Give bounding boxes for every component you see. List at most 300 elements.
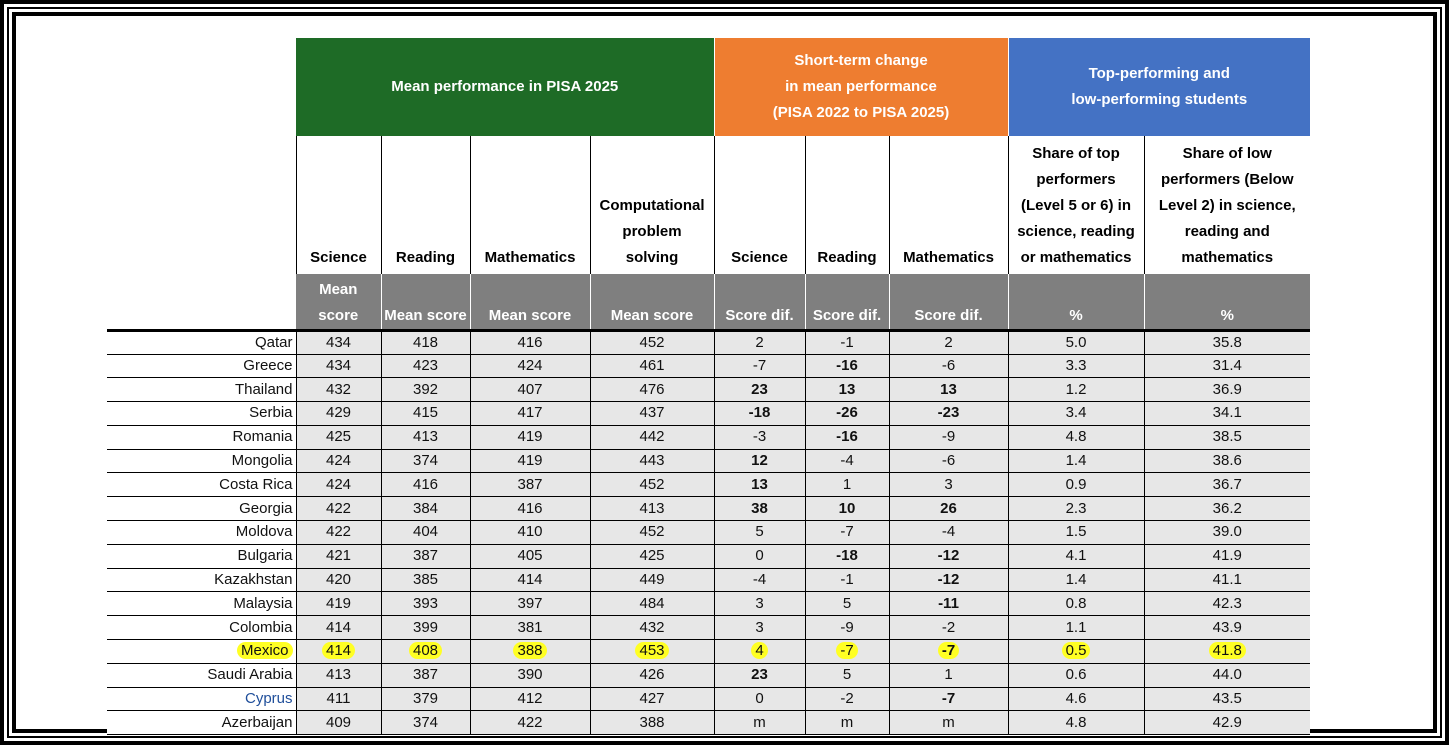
cell-value: 408	[409, 642, 442, 659]
col-science: Science	[296, 136, 381, 274]
col-mathematics: Mathematics	[470, 136, 590, 274]
value-cell	[590, 497, 714, 521]
value-cell	[714, 354, 805, 378]
cell-value: 5	[755, 523, 764, 541]
country-name: Moldova	[235, 523, 293, 541]
table-row	[107, 687, 1310, 711]
cell-value: 41.1	[1212, 571, 1242, 589]
value-cell	[805, 449, 889, 473]
country-name: Kazakhstan	[214, 571, 293, 589]
country-name: Azerbaijan	[221, 713, 293, 731]
value-cell	[296, 473, 381, 497]
cell-value: 10	[838, 499, 856, 517]
value-cell	[889, 521, 1008, 545]
value-cell	[590, 449, 714, 473]
table-row	[107, 354, 1310, 378]
value-cell	[381, 354, 470, 378]
cell-value: 452	[639, 333, 665, 351]
cell-value: -1	[840, 571, 854, 589]
cell-value: 414	[517, 571, 543, 589]
cell-value: 415	[412, 404, 439, 422]
cell-value: 41.9	[1212, 547, 1242, 565]
cell-value: 4.1	[1065, 547, 1087, 565]
value-cell	[1008, 592, 1144, 616]
cell-value: -26	[836, 404, 858, 422]
cell-value: 393	[412, 594, 439, 612]
table-row	[107, 663, 1310, 687]
top-label-3: (Level 5 or 6) in	[1020, 197, 1132, 214]
value-cell	[296, 592, 381, 616]
cell-value: 31.4	[1212, 356, 1242, 374]
country-name: Georgia	[239, 499, 293, 517]
cell-value: 12	[751, 452, 768, 470]
cell-value: 424	[325, 475, 352, 493]
country-cell	[107, 544, 296, 568]
value-cell	[805, 711, 889, 735]
value-cell	[381, 663, 470, 687]
value-cell	[805, 473, 889, 497]
cell-value: -11	[938, 594, 959, 612]
table-row	[107, 568, 1310, 592]
value-cell	[1144, 663, 1310, 687]
value-cell	[889, 592, 1008, 616]
country-cell	[107, 640, 296, 664]
cell-value: 4.8	[1065, 428, 1087, 446]
cell-value: 5	[842, 594, 852, 612]
value-cell	[714, 616, 805, 640]
country-cell	[107, 402, 296, 426]
cell-value: 419	[517, 428, 543, 446]
cell-value: 432	[325, 380, 352, 398]
value-cell	[296, 402, 381, 426]
cell-value: -12	[937, 571, 960, 589]
value-cell	[470, 568, 590, 592]
cell-value: 2	[944, 333, 953, 351]
cell-value: 1.4	[1065, 571, 1087, 589]
value-cell	[889, 687, 1008, 711]
value-cell	[805, 330, 889, 354]
cell-value: 417	[517, 404, 543, 422]
value-cell	[590, 568, 714, 592]
cell-value: 38.6	[1212, 452, 1242, 470]
cell-value: 390	[517, 666, 543, 684]
value-cell	[590, 711, 714, 735]
unit-science-mean	[296, 274, 381, 330]
country-cell	[107, 497, 296, 521]
value-cell	[889, 663, 1008, 687]
value-cell	[1008, 544, 1144, 568]
value-cell	[296, 711, 381, 735]
table-row	[107, 497, 1310, 521]
unit-mean-1: Mean	[319, 280, 358, 298]
cell-value: -16	[836, 428, 858, 446]
value-cell	[470, 521, 590, 545]
value-cell	[1144, 330, 1310, 354]
cell-value: 381	[517, 618, 543, 636]
value-cell	[470, 592, 590, 616]
value-cell	[714, 521, 805, 545]
value-cell	[714, 687, 805, 711]
cell-value: -7	[941, 690, 956, 708]
cell-value: 384	[412, 499, 439, 517]
country-name: Greece	[243, 356, 293, 374]
cell-value: 4.6	[1065, 690, 1087, 708]
value-cell	[296, 378, 381, 402]
cell-value: 5.0	[1065, 333, 1087, 351]
value-cell	[714, 592, 805, 616]
cell-value: -7	[840, 523, 854, 541]
unit-top-pct: %	[1008, 274, 1144, 330]
cell-value: 422	[325, 523, 352, 541]
value-cell	[1144, 497, 1310, 521]
cell-value: 461	[639, 356, 665, 374]
cell-value: 5	[842, 666, 852, 684]
value-cell	[889, 711, 1008, 735]
value-cell	[381, 521, 470, 545]
group-toplow-label-1: Top-performing and	[1088, 65, 1230, 82]
low-label-4: reading and	[1184, 223, 1270, 240]
value-cell	[470, 354, 590, 378]
country-name: Bulgaria	[237, 547, 293, 565]
low-label-5: mathematics	[1181, 249, 1274, 266]
group-mean-performance	[296, 38, 714, 136]
cell-value: -2	[941, 618, 956, 636]
value-cell	[714, 497, 805, 521]
unit-math-mean: Mean score	[470, 274, 590, 330]
table-row	[107, 711, 1310, 735]
cell-value: m	[753, 713, 766, 731]
value-cell	[296, 330, 381, 354]
cell-value: 419	[325, 594, 352, 612]
cell-value: 421	[325, 547, 352, 565]
table-row	[107, 640, 1310, 664]
group-short-term-change	[714, 38, 1008, 136]
cell-value: 397	[517, 594, 543, 612]
cell-value: 416	[517, 333, 543, 351]
cell-value: 1.5	[1065, 523, 1087, 541]
cell-value: 43.9	[1212, 618, 1242, 636]
cell-value: 1.1	[1065, 618, 1087, 636]
value-cell	[714, 663, 805, 687]
cell-value: 38.5	[1212, 428, 1242, 446]
cell-value: 413	[412, 428, 439, 446]
value-cell	[805, 640, 889, 664]
value-cell	[889, 425, 1008, 449]
value-cell	[470, 640, 590, 664]
cell-value: 3.4	[1065, 404, 1087, 422]
value-cell	[1008, 354, 1144, 378]
value-cell	[381, 592, 470, 616]
cell-value: 434	[325, 356, 352, 374]
col-top-performers	[1008, 136, 1144, 274]
cell-value: 416	[412, 475, 439, 493]
value-cell	[805, 687, 889, 711]
value-cell	[590, 663, 714, 687]
value-cell	[889, 473, 1008, 497]
empty-unit-corner	[107, 274, 296, 330]
value-cell	[1144, 425, 1310, 449]
group-change-label-3: (PISA 2022 to PISA 2025)	[772, 104, 950, 121]
value-cell	[381, 687, 470, 711]
table-row	[107, 330, 1310, 354]
value-cell	[714, 378, 805, 402]
country-cell	[107, 687, 296, 711]
unit-math-dif: Score dif.	[889, 274, 1008, 330]
country-name: Malaysia	[233, 594, 293, 612]
cell-value: 425	[325, 428, 352, 446]
country-cell	[107, 616, 296, 640]
value-cell	[805, 568, 889, 592]
unit-cps-mean: Mean score	[590, 274, 714, 330]
value-cell	[1008, 402, 1144, 426]
value-cell	[590, 687, 714, 711]
cell-value: 13	[751, 475, 768, 493]
group-mean-label: Mean performance in PISA 2025	[391, 78, 619, 95]
cell-value: 484	[639, 594, 665, 612]
cell-value: 432	[639, 618, 665, 636]
value-cell	[381, 402, 470, 426]
value-cell	[296, 425, 381, 449]
value-cell	[470, 497, 590, 521]
cell-value: 414	[325, 618, 352, 636]
value-cell	[381, 449, 470, 473]
cell-value: 388	[513, 642, 546, 659]
cell-value: 4.8	[1065, 713, 1087, 731]
value-cell	[590, 473, 714, 497]
cell-value: 39.0	[1212, 523, 1242, 541]
cell-value: -9	[840, 618, 854, 636]
value-cell	[805, 497, 889, 521]
top-label-5: or mathematics	[1020, 249, 1132, 266]
value-cell	[590, 544, 714, 568]
cell-value: 419	[517, 452, 543, 470]
value-cell	[1144, 711, 1310, 735]
cell-value: 476	[639, 380, 665, 398]
group-change-label-2: in mean performance	[785, 78, 937, 95]
value-cell	[889, 497, 1008, 521]
value-cell	[470, 378, 590, 402]
value-cell	[296, 521, 381, 545]
table-row	[107, 616, 1310, 640]
value-cell	[296, 568, 381, 592]
cell-value: -4	[840, 452, 854, 470]
value-cell	[1008, 616, 1144, 640]
pisa-results-table	[107, 38, 1310, 735]
value-cell	[1144, 402, 1310, 426]
cell-value: 36.2	[1212, 499, 1242, 517]
country-cell	[107, 330, 296, 354]
cell-value: -6	[941, 356, 956, 374]
value-cell	[1008, 497, 1144, 521]
value-cell	[381, 378, 470, 402]
cell-value: 23	[751, 666, 768, 684]
cell-value: 452	[639, 523, 665, 541]
cell-value: -3	[752, 428, 767, 446]
value-cell	[470, 425, 590, 449]
value-cell	[889, 544, 1008, 568]
top-label-1: Share of top	[1032, 145, 1120, 162]
cell-value: 410	[517, 523, 543, 541]
value-cell	[889, 640, 1008, 664]
value-cell	[1008, 568, 1144, 592]
cell-value: 434	[325, 333, 352, 351]
cps-label-3: solving	[625, 249, 679, 266]
table-row	[107, 592, 1310, 616]
group-change-label-1: Short-term change	[794, 52, 928, 69]
value-cell	[805, 402, 889, 426]
cell-value: -4	[752, 571, 767, 589]
country-name[interactable]: Cyprus	[244, 690, 293, 708]
value-cell	[714, 473, 805, 497]
country-cell	[107, 449, 296, 473]
value-cell	[381, 473, 470, 497]
cell-value: 387	[517, 475, 543, 493]
cell-value: 374	[412, 452, 439, 470]
country-cell	[107, 425, 296, 449]
cell-value: 423	[412, 356, 439, 374]
cell-value: 429	[325, 404, 352, 422]
table-row	[107, 402, 1310, 426]
cell-value: 0.6	[1065, 666, 1087, 684]
value-cell	[889, 568, 1008, 592]
cell-value: 418	[412, 333, 439, 351]
value-cell	[381, 425, 470, 449]
cell-value: -1	[840, 333, 854, 351]
country-cell	[107, 711, 296, 735]
value-cell	[590, 640, 714, 664]
country-cell	[107, 592, 296, 616]
country-cell	[107, 378, 296, 402]
country-name: Mexico	[237, 642, 293, 659]
cell-value: 379	[412, 690, 439, 708]
value-cell	[470, 711, 590, 735]
value-cell	[590, 521, 714, 545]
cell-value: -16	[836, 356, 858, 374]
cell-value: 413	[639, 499, 665, 517]
cell-value: 1	[944, 666, 953, 684]
country-name: Qatar	[254, 333, 293, 351]
country-name: Romania	[232, 428, 293, 446]
value-cell	[296, 544, 381, 568]
value-cell	[805, 521, 889, 545]
value-cell	[805, 425, 889, 449]
cell-value: 42.9	[1212, 713, 1242, 731]
cell-value: 13	[940, 380, 957, 398]
unit-reading-mean: Mean score	[381, 274, 470, 330]
value-cell	[470, 473, 590, 497]
value-cell	[590, 616, 714, 640]
cell-value: -7	[752, 356, 767, 374]
value-cell	[1008, 473, 1144, 497]
cell-value: 2.3	[1065, 499, 1087, 517]
cell-value: 41.8	[1209, 642, 1246, 659]
value-cell	[889, 378, 1008, 402]
cell-value: 416	[517, 499, 543, 517]
value-cell	[714, 711, 805, 735]
cell-value: 1	[842, 475, 852, 493]
value-cell	[889, 449, 1008, 473]
empty-country-header	[107, 136, 296, 274]
value-cell	[470, 616, 590, 640]
cell-value: 412	[517, 690, 543, 708]
value-cell	[1144, 687, 1310, 711]
cell-value: 399	[412, 618, 439, 636]
cell-value: 44.0	[1212, 666, 1242, 684]
value-cell	[381, 640, 470, 664]
country-cell	[107, 521, 296, 545]
value-cell	[714, 402, 805, 426]
value-cell	[296, 687, 381, 711]
cell-value: 425	[639, 547, 665, 565]
cell-value: -2	[840, 690, 854, 708]
value-cell	[1144, 521, 1310, 545]
value-cell	[296, 616, 381, 640]
value-cell	[1144, 616, 1310, 640]
cell-value: -6	[941, 452, 956, 470]
cell-value: 442	[639, 428, 665, 446]
value-cell	[805, 592, 889, 616]
unit-low-pct: %	[1144, 274, 1310, 330]
table-row	[107, 449, 1310, 473]
value-cell	[590, 330, 714, 354]
cell-value: 3	[755, 594, 764, 612]
value-cell	[805, 354, 889, 378]
col-reading: Reading	[381, 136, 470, 274]
value-cell	[590, 402, 714, 426]
cell-value: 38	[751, 499, 768, 517]
value-cell	[1008, 330, 1144, 354]
value-cell	[805, 616, 889, 640]
value-cell	[381, 711, 470, 735]
cell-value: m	[942, 713, 955, 731]
cell-value: 42.3	[1212, 594, 1242, 612]
cell-value: 387	[412, 666, 439, 684]
col-change-science: Science	[714, 136, 805, 274]
cell-value: 26	[940, 499, 957, 517]
cps-label-1: Computational	[599, 197, 705, 214]
table-row	[107, 378, 1310, 402]
top-label-2: performers	[1036, 171, 1116, 188]
cell-value: 0.5	[1062, 642, 1091, 659]
country-cell	[107, 473, 296, 497]
value-cell	[714, 544, 805, 568]
cell-value: -7	[836, 642, 857, 659]
cell-value: 13	[838, 380, 856, 398]
value-cell	[381, 497, 470, 521]
cell-value: 443	[639, 452, 665, 470]
cell-value: 34.1	[1212, 404, 1242, 422]
value-cell	[889, 354, 1008, 378]
cell-value: 411	[326, 690, 351, 708]
low-label-2: performers (Below	[1160, 171, 1294, 188]
value-cell	[1008, 687, 1144, 711]
value-cell	[1008, 378, 1144, 402]
value-cell	[714, 425, 805, 449]
value-cell	[1008, 449, 1144, 473]
cell-value: 385	[412, 571, 439, 589]
value-cell	[470, 449, 590, 473]
value-cell	[1008, 711, 1144, 735]
country-cell	[107, 568, 296, 592]
value-cell	[590, 354, 714, 378]
unit-science-dif: Score dif.	[714, 274, 805, 330]
group-toplow-label-2: low-performing students	[1071, 91, 1248, 108]
cell-value: 388	[639, 713, 665, 731]
cell-value: 449	[639, 571, 665, 589]
value-cell	[1144, 640, 1310, 664]
col-computational-problem-solving	[590, 136, 714, 274]
cell-value: 3	[944, 475, 953, 493]
